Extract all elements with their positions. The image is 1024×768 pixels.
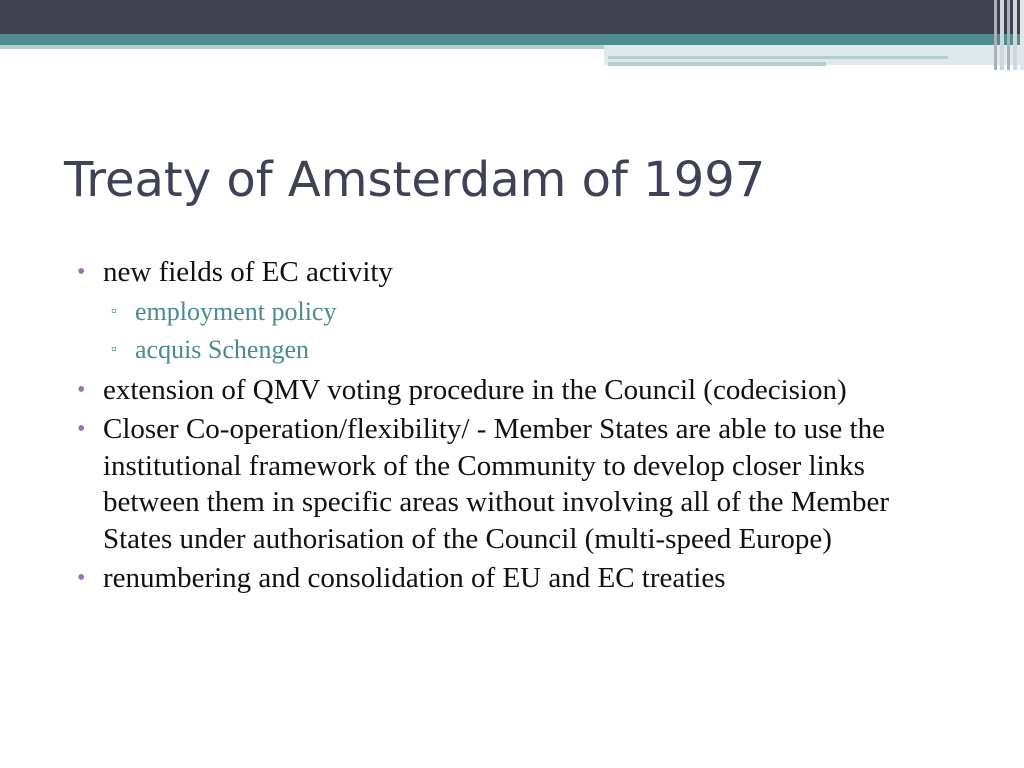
bullet-dot-icon: • <box>77 416 86 442</box>
sub-bullet-list <box>103 293 964 369</box>
bullet-text: renumbering and consolidation of EU and EC treaties <box>103 562 726 594</box>
bullet-item <box>64 254 964 369</box>
sub-bullet-text: employment policy <box>135 296 337 326</box>
bullet-list <box>64 254 964 600</box>
sub-bullet-item <box>103 293 964 331</box>
bullet-text: extension of QMV voting procedure in the Council (codecision) <box>103 373 847 406</box>
square-bullet-icon: ▫ <box>111 340 117 358</box>
bullet-item <box>64 560 964 597</box>
header-decoration <box>0 0 1024 80</box>
bullet-text: Closer Co-operation/flexibility/ - Member States are able to use the institutional framework of the Community to develop closer links between them in specific areas without involving all of the Member States under authorisation of the Council (multi-speed Europe) <box>103 413 889 555</box>
square-bullet-icon: ▫ <box>111 302 117 320</box>
bullet-item <box>64 411 964 557</box>
bullet-text: new fields of EC activity <box>103 256 393 288</box>
bullet-dot-icon: • <box>77 259 86 285</box>
bullet-dot-icon: • <box>77 376 86 403</box>
sub-bullet-text: acquis Schengen <box>135 334 310 364</box>
sub-bullet-item <box>103 331 964 369</box>
bullet-dot-icon: • <box>77 565 86 591</box>
slide-title: Treaty of Amsterdam of 1997 <box>64 152 766 208</box>
bullet-item <box>64 372 964 409</box>
